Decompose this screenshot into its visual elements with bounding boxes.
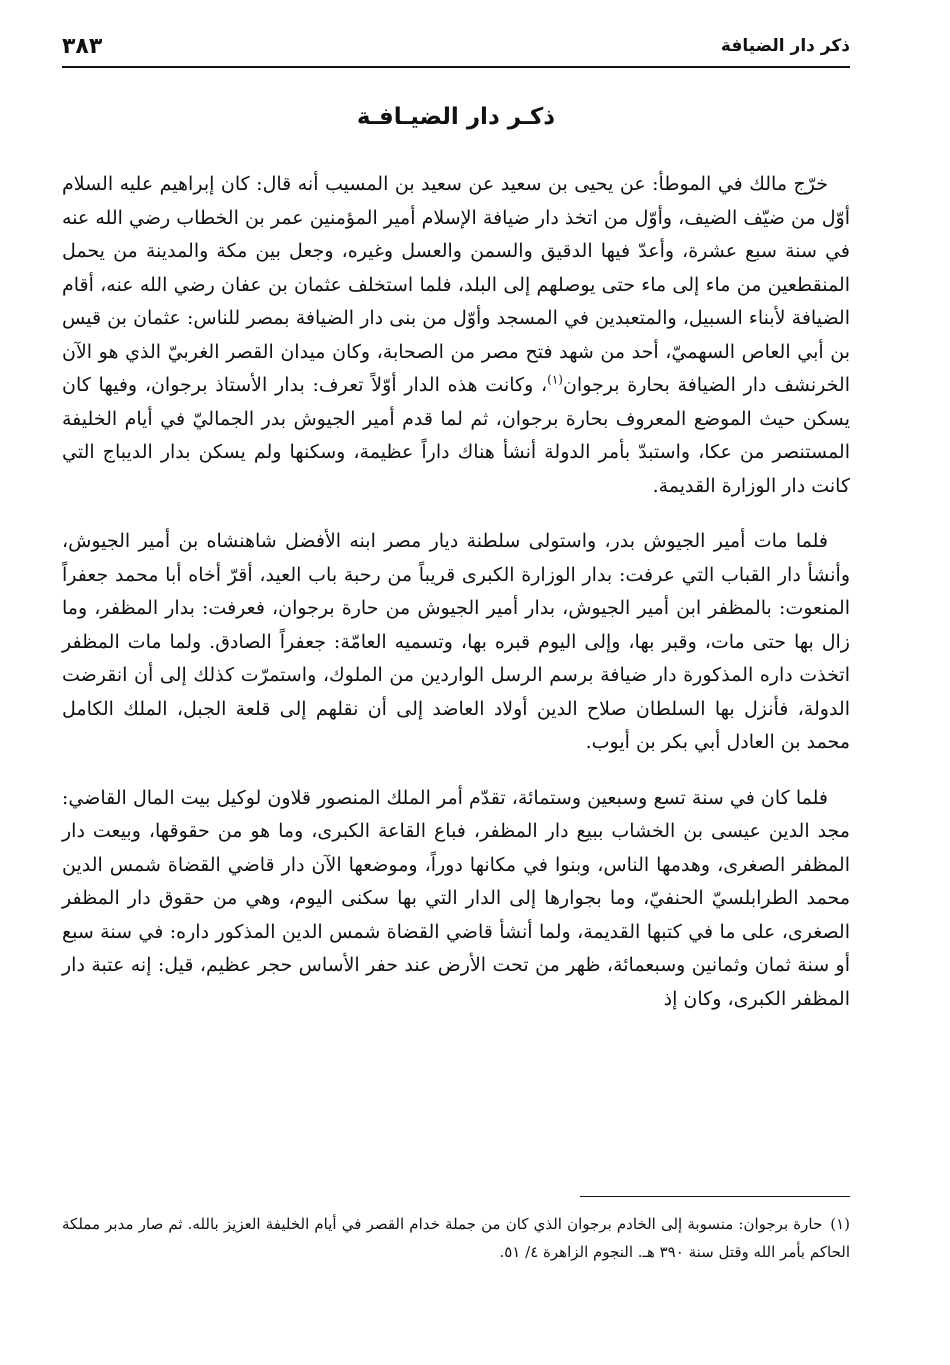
body-text [62, 168, 850, 1038]
paragraph-1-text-b: ، وكانت هذه الدار أوّلاً تعرف: بدار الأستاذ برجوان، وفيها كان يسكن حيث الموضع المعروف بحارة برجوان، ثم لما قدم أمير الجيوش بدر الجماليّ في أيام الخليفة المستنصر من عكا، واستبدّ بأمر الدولة أنشأ هناك داراً عظيمة، وسكنها ولم يسكن بدار الديباج التي كانت دار الوزارة القديمة. [62, 374, 850, 497]
footnote-reference[interactable]: (١) [547, 372, 563, 387]
footnote-marker: (١) [830, 1215, 850, 1233]
paragraph-1 [62, 168, 850, 503]
header-divider [62, 66, 850, 68]
paragraph-3: فلما كان في سنة تسع وسبعين وستمائة، تقدّم أمر الملك المنصور قلاون لوكيل بيت المال القاضي: مجد الدين عيسى بن الخشاب ببيع دار المظفر، فباع القاعة الكبرى، وما هو من حقوقها، وبيعت دار المظفر الصغرى، وهدمها الناس، وبنوا في مكانها دوراً، وموضعها الآن دار قاضي القضاة شمس الدين محمد الطرابلسيّ الحنفيّ، وما بجوارها إلى الدار التي بها سكنى اليوم، وهي من حقوق دار المظفر الصغرى، على ما في كتبها القديمة، ولما أنشأ قاضي القضاة شمس الدين المذكور داره: في سنة سبع أو سنة ثمان وثمانين وسبعمائة، ظهر من تحت الأرض عند حفر الأساس حجر عظيم، قيل: إنه عتبة دار المظفر الكبرى، وكان إذ [62, 786, 850, 1010]
footnote-divider [580, 1196, 850, 1197]
running-header [62, 28, 850, 64]
footnote-text: حارة برجوان: منسوبة إلى الخادم برجوان الذي كان من جملة خدام القصر في أيام الخليفة العزيز بالله. ثم صار مدبر مملكة الحاكم بأمر الله وقتل سنة ٣٩٠ هـ. النجوم الزاهرة ٤/ ٥١. [62, 1215, 850, 1261]
paragraph-2: فلما مات أمير الجيوش بدر، واستولى سلطنة ديار مصر ابنه الأفضل شاهنشاه بن أمير الجيوش، وأنشأ دار القباب التي عرفت: بدار الوزارة الكبرى قريباً من رحبة باب العيد، أقرّ أخاه أبا محمد جعفراً المنعوت: بالمظفر ابن أمير الجيوش، بدار أمير الجيوش من حارة برجوان، فعرفت: بدار المظفر، وما زال بها حتى مات، وقبر بها، وإلى اليوم قبره بها، وتسميه العامّة: جعفراً الصادق. ولما مات المظفر اتخذت داره المذكورة دار ضيافة برسم الرسل الواردين من الملوك، واستمرّت كذلك إلى أن انقرضت الدولة، فأنزل بها السلطان صلاح الدين أولاد العاضد إلى أن نقلهم إلى قلعة الجبل، الملك الكامل محمد بن العادل أبي بكر بن أيوب. [62, 530, 850, 753]
running-title: ذكر دار الضيافة [720, 36, 850, 56]
chapter-title: ذكـر دار الضيـافـة [356, 104, 556, 130]
paragraph-1-text-a: خرّج مالك في الموطأ: عن يحيى بن سعيد عن سعيد بن المسيب أنه قال: كان إبراهيم عليه السلام أوّل من ضيّف الضيف، وأوّل من اتخذ دار ضيافة الإسلام أمير المؤمنين عمر بن الخطاب رضي الله عنه في سنة سبع عشرة، وأعدّ فيها الدقيق والسمن والعسل وغيره، وجعل بين مكة والمدينة من يحمل المنقطعين من ماء إلى ماء حتى يوصلهم إلى البلد، فلما استخلف عثمان بن عفان رضي الله عنه، أقام الضيافة لأبناء السبيل، والمتعبدين في المسجد وأوّل من بنى دار الضيافة بمصر للناس: عثمان بن قيس بن أبي العاص السهميّ، أحد من شهد فتح مصر من الصحابة، وكان ميدان القصر الغربيّ الذي هو الآن الخرنشف دار الضيافة بحارة برجوان [62, 173, 850, 396]
footnote [62, 1210, 850, 1266]
page-number: ٣٨٣ [62, 33, 103, 59]
